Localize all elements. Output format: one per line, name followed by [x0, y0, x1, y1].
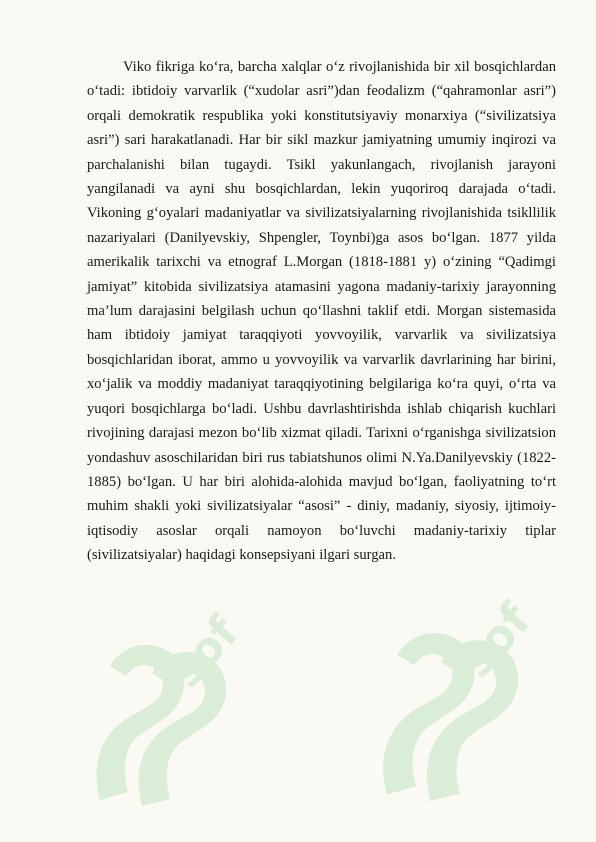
body-text: [87, 55, 556, 568]
watermark-logo-left: [70, 570, 280, 810]
watermark-logo-right: [355, 555, 575, 805]
watermark-text-right: sof: [448, 592, 542, 688]
paragraph: Viko fikriga ko‘ra, barcha xalqlar o‘z rivojlanishida bir xil bosqichlardan o‘tadi: ibtidoiy varvarlik (“xudolar asri”)dan feodalizm (“qahramonlar asri”) orqali demokratik respublika yoki konstitutsiyaviy monarxiya (“sivilizatsiya asri”) sari harakatlanadi. Har bir sikl mazkur jamiyatning umumiy inqirozi va parchalanishi bilan tugaydi. Tsikl yakunlangach, rivojlanish jarayoni yangilanadi va ayni shu bosqichlardan, lekin yuqoriroq darajada o‘tadi. Vikoning g‘oyalari madaniyatlar va sivilizatsiyalarning rivojlanishida tsikllilik nazariyalari (Danilyevskiy, Shpengler, Toynbi)ga asos bo‘lgan. 1877 yilda amerikalik tarixchi va etnograf L.Morgan (1818-1881 y) o‘zining “Qadimgi jamiyat” kitobida sivilizatsiya atamasini yagona madaniy-tarixiy jarayonning ma’lum darajasini belgilash uchun qo‘llashni taklif etdi. Morgan sistemasida ham ibtidoiy jamiyat taraqqiyoti yovvoyilik, varvarlik va sivilizatsiya bosqichlaridan iborat, ammo u yovvoyilik va varvarlik davrlarining har birini, xo‘jalik va moddiy madaniyat taraqqiyotining belgilariga ko‘ra quyi, o‘rta va yuqori bosqichlarga bo‘ladi. Ushbu davrlashtirishda ishlab chiqarish kuchlari rivojining darajasi mezon bo‘lib xizmat qiladi. Tarixni o‘rganishga sivilizatsion yondashuv asoschilaridan biri rus tabiatshunos olimi N.Ya.Danilyevskiy (1822-1885) bo‘lgan. U har biri alohida-alohida mavjud bo‘lgan, faoliyatning to‘rt muhim shakli yoki sivilizatsiyalar “asosi” - diniy, madaniy, siyosiy, ijtimoiy-iqtisodiy asoslar orqali namoyon bo‘luvchi madaniy-tarixiy tiplar (sivilizatsiyalar) haqidagi konsepsiyani ilgari surgan.: [87, 59, 556, 564]
watermark-text-left: sof: [160, 607, 249, 698]
